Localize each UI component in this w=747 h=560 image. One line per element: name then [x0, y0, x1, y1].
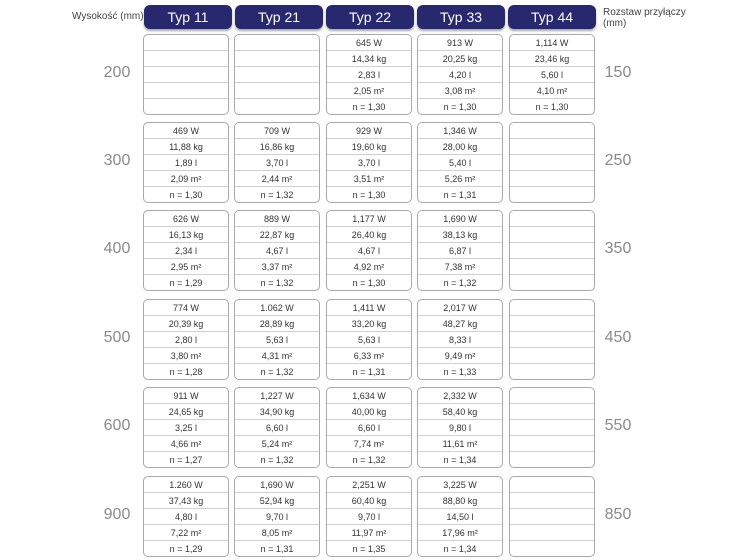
spec-value: 1.062 W	[235, 300, 319, 316]
spec-value: n = 1,32	[352, 455, 386, 465]
spec-value	[510, 187, 594, 203]
spec-cell	[417, 34, 503, 115]
spec-cell	[234, 299, 320, 380]
spec-value: 9,49 m²	[418, 348, 502, 364]
spec-value: 929 W	[327, 123, 411, 139]
spec-value: n = 1,32	[260, 455, 294, 465]
spec-value	[235, 83, 319, 99]
type-header-1: Typ 11	[144, 5, 232, 29]
spec-cell	[143, 299, 229, 380]
spec-value: 4,92 m²	[327, 259, 411, 275]
spec-value: 469 W	[144, 123, 228, 139]
spec-value: 5,60 l	[510, 67, 594, 83]
spec-value: n = 1,34	[443, 455, 477, 465]
height-axis-label: Wysokość (mm)	[72, 11, 144, 22]
spec-value: 1,634 W	[327, 388, 411, 404]
spec-value: 6,60 l	[327, 420, 411, 436]
spec-value: 1,690 W	[418, 211, 502, 227]
spec-value: n = 1,32	[260, 190, 294, 200]
spec-value	[144, 51, 228, 67]
spacing-axis-label-line1: Rozstaw przyłączy	[603, 7, 686, 18]
spec-value: 5,40 l	[418, 155, 502, 171]
type-header-2: Typ 21	[235, 5, 323, 29]
spec-cell	[417, 299, 503, 380]
spec-value: 28,00 kg	[418, 139, 502, 155]
spec-value	[144, 83, 228, 99]
spec-value	[510, 275, 594, 291]
spec-value: 2,332 W	[418, 388, 502, 404]
spec-value: 1,177 W	[327, 211, 411, 227]
spec-value	[510, 493, 594, 509]
spec-value: 5,24 m²	[235, 436, 319, 452]
spec-value: n = 1,30	[352, 102, 386, 112]
spec-value: 4,80 l	[144, 509, 228, 525]
spec-value	[144, 99, 228, 115]
spec-value: 11,88 kg	[144, 139, 228, 155]
spec-value	[510, 155, 594, 171]
spec-cell	[417, 476, 503, 557]
spec-value	[510, 139, 594, 155]
spec-value: 2,34 l	[144, 243, 228, 259]
spacing-axis-label	[603, 7, 743, 29]
spec-value: 16,86 kg	[235, 139, 319, 155]
spec-value: 4,10 m²	[510, 83, 594, 99]
spec-value: n = 1,30	[443, 102, 477, 112]
spacing-label-0: 150	[604, 64, 632, 81]
spec-value: 3,51 m²	[327, 171, 411, 187]
spec-cell	[509, 122, 595, 203]
type-header-5: Typ 44	[508, 5, 596, 29]
spec-value: 2,80 l	[144, 332, 228, 348]
spec-value	[510, 509, 594, 525]
spec-value: 1,114 W	[510, 35, 594, 51]
spec-value: 7,74 m²	[327, 436, 411, 452]
spec-cell	[234, 210, 320, 291]
spacing-axis-label-line2: (mm)	[603, 18, 627, 29]
spec-value: 8,05 m²	[235, 525, 319, 541]
spec-value	[510, 420, 594, 436]
spec-value: 4,67 l	[327, 243, 411, 259]
spec-value: 5,63 l	[235, 332, 319, 348]
spec-value: 626 W	[144, 211, 228, 227]
spec-value: 2,83 l	[327, 67, 411, 83]
spec-cell	[417, 210, 503, 291]
spec-value: n = 1,31	[260, 544, 294, 554]
spacing-label-2: 350	[604, 240, 632, 257]
spec-cell	[143, 210, 229, 291]
spec-value: 1,690 W	[235, 477, 319, 493]
spec-value: 40,00 kg	[327, 404, 411, 420]
spec-cell	[509, 299, 595, 380]
spec-value: 6,60 l	[235, 420, 319, 436]
spec-value: 52,94 kg	[235, 493, 319, 509]
spec-value: 4,20 l	[418, 67, 502, 83]
spec-value: 2,95 m²	[144, 259, 228, 275]
spec-value: 28,89 kg	[235, 316, 319, 332]
spec-value	[235, 99, 319, 115]
spec-value: 709 W	[235, 123, 319, 139]
spec-value	[235, 67, 319, 83]
spec-value: n = 1,30	[535, 102, 569, 112]
spec-value: n = 1,32	[443, 278, 477, 288]
spec-value: 16,13 kg	[144, 227, 228, 243]
spec-value: 88,80 kg	[418, 493, 502, 509]
spec-value: 6,33 m²	[327, 348, 411, 364]
spacing-label-4: 550	[604, 417, 632, 434]
spec-value: 60,40 kg	[327, 493, 411, 509]
spacing-label-3: 450	[604, 329, 632, 346]
spec-value	[510, 525, 594, 541]
height-label-1: 300	[103, 152, 131, 169]
spec-value: 23,46 kg	[510, 51, 594, 67]
spec-cell	[509, 34, 595, 115]
spacing-label-1: 250	[604, 152, 632, 169]
spec-value	[510, 171, 594, 187]
type-header-3: Typ 22	[326, 5, 414, 29]
spec-value: n = 1,33	[443, 367, 477, 377]
spec-value: 9,70 l	[235, 509, 319, 525]
spec-cell	[234, 387, 320, 468]
spec-value	[510, 259, 594, 275]
spec-cell	[509, 210, 595, 291]
spec-cell	[326, 34, 412, 115]
height-label-5: 900	[103, 506, 131, 523]
spec-value: 33,20 kg	[327, 316, 411, 332]
spec-value: 3,08 m²	[418, 83, 502, 99]
spec-cell	[326, 122, 412, 203]
spec-value: n = 1,30	[352, 278, 386, 288]
spec-value: 11,97 m²	[327, 525, 411, 541]
spec-cell	[326, 476, 412, 557]
spec-value: 19,60 kg	[327, 139, 411, 155]
spec-cell	[234, 122, 320, 203]
spec-cell	[326, 299, 412, 380]
spec-value: n = 1,28	[169, 367, 203, 377]
spec-value: 17,96 m²	[418, 525, 502, 541]
spec-value	[510, 332, 594, 348]
spec-value	[510, 227, 594, 243]
spec-value: 14,34 kg	[327, 51, 411, 67]
spec-cell	[143, 34, 229, 115]
spec-value: 1,89 l	[144, 155, 228, 171]
spec-value: 14,50 l	[418, 509, 502, 525]
spec-value: 37,43 kg	[144, 493, 228, 509]
spec-value: 645 W	[327, 35, 411, 51]
spec-value: n = 1,32	[260, 278, 294, 288]
spec-value: 2,09 m²	[144, 171, 228, 187]
spec-value: 889 W	[235, 211, 319, 227]
height-label-0: 200	[103, 64, 131, 81]
spec-cell	[509, 476, 595, 557]
height-label-3: 500	[103, 329, 131, 346]
spec-value: n = 1,31	[443, 190, 477, 200]
spec-value: 2,251 W	[327, 477, 411, 493]
spec-value: 3,70 l	[235, 155, 319, 171]
spec-value	[510, 348, 594, 364]
spec-value: 911 W	[144, 388, 228, 404]
spec-value	[235, 51, 319, 67]
spec-value: 7,38 m²	[418, 259, 502, 275]
spec-value	[510, 243, 594, 259]
spec-value: 11,61 m²	[418, 436, 502, 452]
spec-cell	[326, 387, 412, 468]
spec-value: n = 1,30	[169, 190, 203, 200]
height-label-2: 400	[103, 240, 131, 257]
spec-value: 9,80 l	[418, 420, 502, 436]
spec-value: 1,346 W	[418, 123, 502, 139]
spec-value: 4,67 l	[235, 243, 319, 259]
spacing-label-5: 850	[604, 506, 632, 523]
spec-value: 48,27 kg	[418, 316, 502, 332]
spec-cell	[234, 34, 320, 115]
spec-value: 774 W	[144, 300, 228, 316]
spec-value	[510, 123, 594, 139]
spec-value	[235, 35, 319, 51]
spec-cell	[509, 387, 595, 468]
spec-value: 2,017 W	[418, 300, 502, 316]
spec-value: 4,31 m²	[235, 348, 319, 364]
spec-cell	[326, 210, 412, 291]
spec-value: 9,70 l	[327, 509, 411, 525]
spec-value: 1,411 W	[327, 300, 411, 316]
spec-value: 6,87 l	[418, 243, 502, 259]
spec-value: n = 1,29	[169, 278, 203, 288]
spec-value: 8,33 l	[418, 332, 502, 348]
spec-value: 2,05 m²	[327, 83, 411, 99]
spec-value	[510, 436, 594, 452]
spec-value	[510, 300, 594, 316]
spec-value: 3,25 l	[144, 420, 228, 436]
spec-value: 3,80 m²	[144, 348, 228, 364]
spec-value: n = 1,34	[443, 544, 477, 554]
height-label-4: 600	[103, 417, 131, 434]
spec-cell	[143, 476, 229, 557]
spec-value: n = 1,31	[352, 367, 386, 377]
spec-cell	[234, 476, 320, 557]
type-header-4: Typ 33	[417, 5, 505, 29]
spec-value	[144, 67, 228, 83]
spec-value: n = 1,27	[169, 455, 203, 465]
spec-value: n = 1,29	[169, 544, 203, 554]
spec-value: 4,66 m²	[144, 436, 228, 452]
spec-value: 1,227 W	[235, 388, 319, 404]
spec-value	[510, 364, 594, 380]
spec-value: 5,26 m²	[418, 171, 502, 187]
spec-value: 3,225 W	[418, 477, 502, 493]
spec-value: n = 1,35	[352, 544, 386, 554]
spec-value	[510, 541, 594, 557]
spec-value	[510, 316, 594, 332]
spec-value: 22,87 kg	[235, 227, 319, 243]
spec-value: 5,63 l	[327, 332, 411, 348]
spec-value: 34,90 kg	[235, 404, 319, 420]
spec-value: 24,65 kg	[144, 404, 228, 420]
spec-value: n = 1,30	[352, 190, 386, 200]
spec-value	[510, 477, 594, 493]
spec-value: 2,44 m²	[235, 171, 319, 187]
spec-value: 20,39 kg	[144, 316, 228, 332]
spec-value: 913 W	[418, 35, 502, 51]
spec-value: n = 1,32	[260, 367, 294, 377]
spec-value: 3,70 l	[327, 155, 411, 171]
spec-value: 26,40 kg	[327, 227, 411, 243]
spec-value	[144, 35, 228, 51]
spec-cell	[143, 122, 229, 203]
spec-value: 1.260 W	[144, 477, 228, 493]
spec-value: 3,37 m²	[235, 259, 319, 275]
spec-value	[510, 388, 594, 404]
spec-cell	[417, 387, 503, 468]
spec-value	[510, 211, 594, 227]
spec-value	[510, 404, 594, 420]
spec-cell	[143, 387, 229, 468]
spec-value: 58,40 kg	[418, 404, 502, 420]
spec-value: 38,13 kg	[418, 227, 502, 243]
spec-cell	[417, 122, 503, 203]
spec-value: 20,25 kg	[418, 51, 502, 67]
spec-value: 7,22 m²	[144, 525, 228, 541]
spec-value	[510, 452, 594, 468]
